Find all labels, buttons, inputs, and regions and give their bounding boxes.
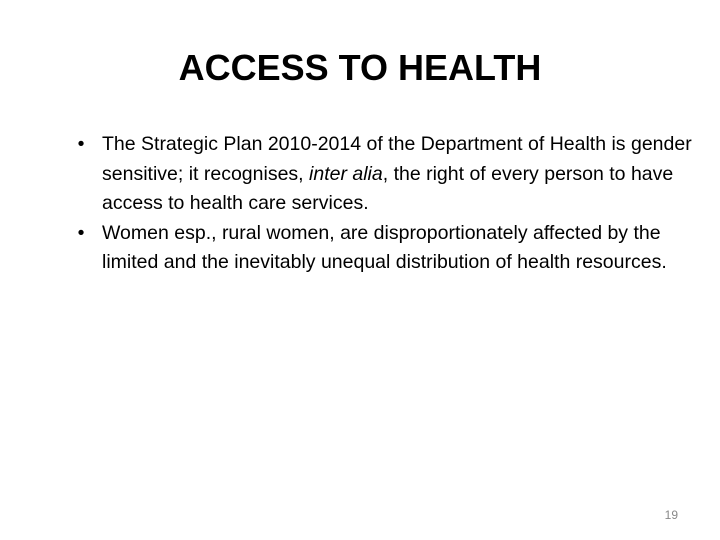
bullet-text: The Strategic Plan 2010-2014 of the Department of Health is gender sensitive; it recognises, (102, 133, 692, 185)
bullet-text-italic: inter alia (309, 162, 383, 185)
slide-title: ACCESS TO HEALTH (178, 47, 542, 88)
bullet-list (72, 130, 692, 278)
bullet-marker: • (77, 133, 85, 155)
bullet-item (72, 130, 692, 219)
bullet-text: Women esp., rural women, are disproportionately affected by the limited and the inevitably unequal distribution of health resources. (102, 221, 667, 273)
page-number: 19 (664, 508, 678, 522)
bullet-text-end: , the right of every person to have access to health care services. (102, 162, 674, 214)
bullet-item (72, 219, 692, 278)
bullet-marker: • (77, 221, 85, 244)
